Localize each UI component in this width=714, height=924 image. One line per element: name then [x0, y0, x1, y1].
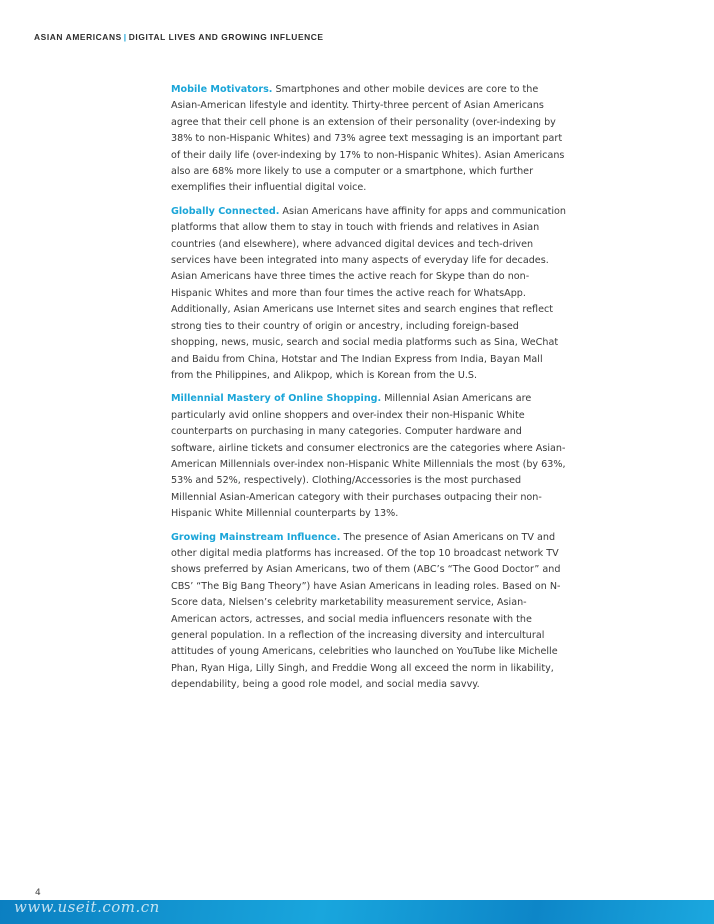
paragraph-text: Asian Americans have affinity for apps and communication platforms that allow them to stay in touch with friends and relatives in Asian countries (and elsewhere), where advanced digital devices and tech-driven services have been integrated into many aspects of everyday life for decades. Asian Americans have three times the active reach for Skype than do non-Hispanic Whites and more than four times the active reach for WhatsApp. Additionally, Asian Americans use Internet sites and search engines that reflect strong ties to their country of origin or ancestry, including foreign-based shopping, news, music, search and social media platforms such as Sina, WeChat and Baidu from China, Hotstar and The Indian Express from India, Bayan Mall from the Philippines, and Alikpop, which is Korean from the U.S. — [171, 205, 566, 381]
paragraph-mainstream-influence — [171, 530, 566, 694]
paragraph-lead: Globally Connected. — [171, 205, 280, 217]
page-number: 4 — [35, 888, 41, 898]
watermark: www.useit.com.cn — [14, 898, 160, 916]
running-header — [34, 32, 324, 42]
paragraph-lead: Millennial Mastery of Online Shopping. — [171, 393, 382, 405]
header-separator: | — [123, 32, 127, 42]
paragraph-text: Millennial Asian Americans are particularly avid online shoppers and over-index their non-Hispanic White counterparts on purchasing in many categories. Computer hardware and software, airline tickets and consumer electronics are the categories where Asian-American Millennials over-index non-Hispanic White Millennials the most (by 63%, 53% and 52%, respectively). Clothing/Accessories is the most purchased Millennial Asian-American category with their purchases outpacing their non-Hispanic White Millennial counterparts by 13%. — [171, 393, 566, 520]
paragraph-lead: Mobile Motivators. — [171, 84, 273, 95]
paragraph-mobile-motivators — [171, 82, 566, 197]
paragraph-text: Smartphones and other mobile devices are core to the Asian-American lifestyle and identity. Thirty-three percent of Asian Americans agree that their cell phone is an extension of their personality (over-indexing by 38% to non-Hispanic Whites) and 73% agree text messaging is an important part of their daily life (over-indexing by 17% to non-Hispanic Whites). Asian Americans also are 68% more likely to use a computer or a smartphone, which further exemplifies their influential digital voice. — [171, 84, 565, 194]
paragraph-millennial-shopping — [171, 391, 566, 522]
paragraph-globally-connected — [171, 204, 566, 384]
paragraph-lead: Growing Mainstream Influence. — [171, 531, 341, 543]
paragraph-text: The presence of Asian Americans on TV and other digital media platforms has increased. Of the top 10 broadcast network TV shows preferred by Asian Americans, two of them (ABC’s “The Good Doctor” and CBS’ “The Big Bang Theory”) have Asian Americans in leading roles. Based on N-Score data, Nielsen’s celebrity marketability measurement service, Asian-American actors, actresses, and social media influencers resonate with the general population. In a reflection of the increasing diversity and intercultural attitudes of young Americans, celebrities who launched on YouTube like Michelle Phan, Ryan Higa, Lilly Singh, and Freddie Wong all exceed the norm in likability, dependability, being a good role model, and social media savvy. — [171, 531, 561, 691]
article-body — [171, 82, 566, 701]
header-publication: ASIAN AMERICANS — [34, 32, 122, 42]
header-report-title: DIGITAL LIVES AND GROWING INFLUENCE — [128, 32, 324, 42]
